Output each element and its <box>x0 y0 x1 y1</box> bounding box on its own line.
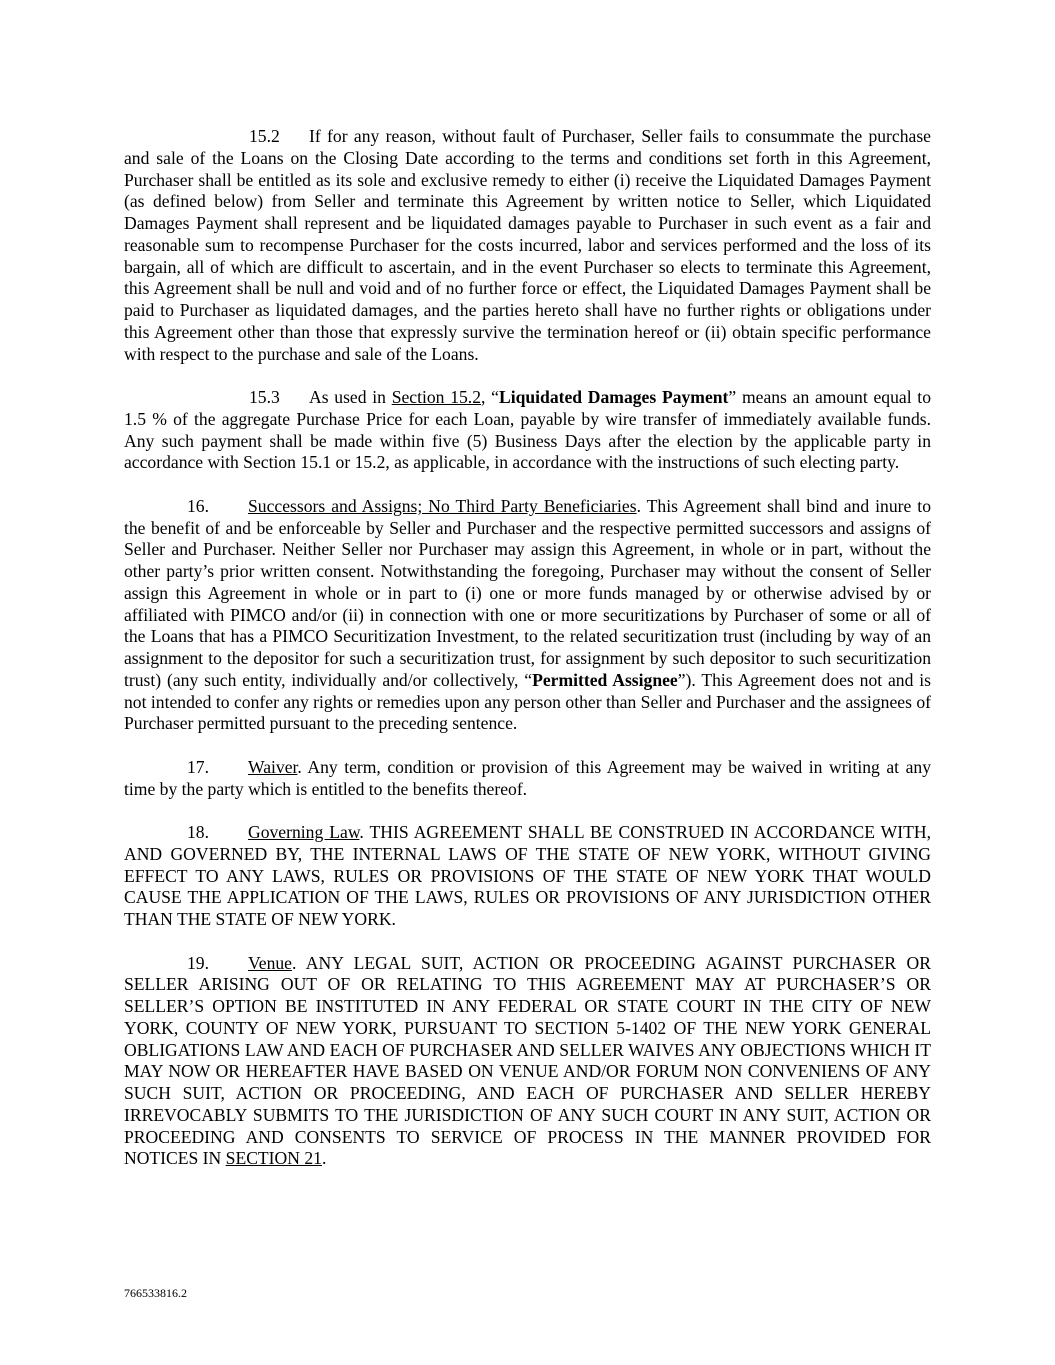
section-15-3 <box>124 387 931 474</box>
section-heading: Waiver <box>248 756 298 777</box>
section-text-rest: ” means an amount equal to 1.5 % of the aggregate Purchase Price for each Loan, payable by wire transfer of immediately available funds. Any such payment shall be made within five (5) Business Days after the election by the applicable party in accordance with Section 15.1 or 15.2, as applicable, in accordance with the instructions of such electing party. <box>124 387 931 473</box>
section-18 <box>124 822 931 931</box>
defined-term: Permitted Assignee <box>532 669 678 690</box>
section-text: . Any term, condition or provision of this Agreement may be waived in writing at any time by the party which is entitled to the benefits thereof. <box>124 756 931 799</box>
section-number: 15.3 <box>249 387 280 407</box>
section-text-lead: As used in <box>309 387 392 407</box>
section-19 <box>124 953 931 1171</box>
section-number: 19. <box>187 952 209 973</box>
section-heading: Successors and Assigns; No Third Party Beneficiaries <box>248 495 637 516</box>
section-text-rest: ”). This Agreement does not and is not intended to confer any rights or remedies upon any person other than Seller and Purchaser and the assignees of Purchaser permitted pursuant to the preceding sentence. <box>124 669 931 734</box>
section-heading: Governing Law <box>248 822 360 842</box>
section-16 <box>124 496 931 735</box>
section-text: . This Agreement shall bind and inure to the benefit of and be enforceable by Seller and Purchaser and the respective permitted successors and assigns of Seller and Purchaser. Neither Seller nor Purchaser may assign this Agreement, in whole or in part, without the other party’s prior written consent. Notwithstanding the foregoing, Purchaser may without the consent of Seller assign this Agreement in whole or in part to (i) one or more funds managed by or otherwise advised by or affiliated with PIMCO and/or (ii) in connection with one or more securitizations by Purchaser of some or all of the Loans that has a PIMCO Securitization Investment, to the related securitization trust (including by way of an assignment to the depositor for such a securitization trust, for assignment by such depositor to such securitization trust) (any such entity, individually and/or collectively, “ <box>124 495 931 690</box>
defined-term: Liquidated Damages Payment <box>498 387 729 407</box>
section-text: . ANY LEGAL SUIT, ACTION OR PROCEEDING AGAINST PURCHASER OR SELLER ARISING OUT OF OR RELATING TO THIS AGREEMENT MAY AT PURCHASER’S OR SELLER’S OPTION BE INSTITUTED IN ANY FEDERAL OR STATE COURT IN THE CITY OF NEW YORK, COUNTY OF NEW YORK, PURSUANT TO SECTION 5-1402 OF THE NEW YORK GENERAL OBLIGATIONS LAW AND EACH OF PURCHASER AND SELLER WAIVES ANY OBJECTIONS WHICH IT MAY NOW OR HEREAFTER HAVE BASED ON VENUE AND/OR FORUM NON CONVENIENS OF ANY SUCH SUIT, ACTION OR PROCEEDING, AND EACH OF PURCHASER AND SELLER HEREBY IRREVOCABLY SUBMITS TO THE JURISDICTION OF ANY SUCH COURT IN ANY SUIT, ACTION OR PROCEEDING AND CONSENTS TO SERVICE OF PROCESS IN THE MANNER PROVIDED FOR NOTICES IN <box>124 952 931 1169</box>
section-text-mid: , “ <box>481 387 499 407</box>
section-15-2 <box>124 126 931 365</box>
section-number: 18. <box>187 822 209 842</box>
section-heading: Venue <box>248 952 292 973</box>
section-text-end: . <box>321 1148 327 1169</box>
section-number: 16. <box>187 495 209 516</box>
section-17 <box>124 757 931 801</box>
document-footer-id: 766533816.2 <box>124 1286 187 1300</box>
section-text: . THIS AGREEMENT SHALL BE CONSTRUED IN ACCORDANCE WITH, AND GOVERNED BY, THE INTERNAL LAWS OF THE STATE OF NEW YORK, WITHOUT GIVING EFFECT TO ANY LAWS, RULES OR PROVISIONS OF THE STATE OF NEW YORK THAT WOULD CAUSE THE APPLICATION OF THE LAWS, RULES OR PROVISIONS OF ANY JURISDICTION OTHER THAN THE STATE OF NEW YORK. <box>124 822 931 929</box>
section-number: 15.2 <box>249 126 280 146</box>
section-text: If for any reason, without fault of Purchaser, Seller fails to consummate the purchase and sale of the Loans on the Closing Date according to the terms and conditions set forth in this Agreement, Purchaser shall be entitled as its sole and exclusive remedy to either (i) receive the Liquidated Damages Payment (as defined below) from Seller and terminate this Agreement by written notice to Seller, which Liquidated Damages Payment shall represent and be liquidated damages payable to Purchaser in such event as a fair and reasonable sum to recompense Purchaser for the costs incurred, labor and services performed and the loss of its bargain, all of which are difficult to ascertain, and in the event Purchaser so elects to terminate this Agreement, this Agreement shall be null and void and of no further force or effect, the Liquidated Damages Payment shall be paid to Purchaser as liquidated damages, and the parties hereto shall have no further rights or obligations under this Agreement other than those that expressly survive the termination hereof or (ii) obtain specific performance with respect to the purchase and sale of the Loans. <box>124 126 931 364</box>
document-body <box>124 126 931 1192</box>
section-reference: SECTION 21 <box>225 1148 322 1169</box>
section-number: 17. <box>187 756 209 777</box>
section-reference: Section 15.2 <box>391 387 481 407</box>
